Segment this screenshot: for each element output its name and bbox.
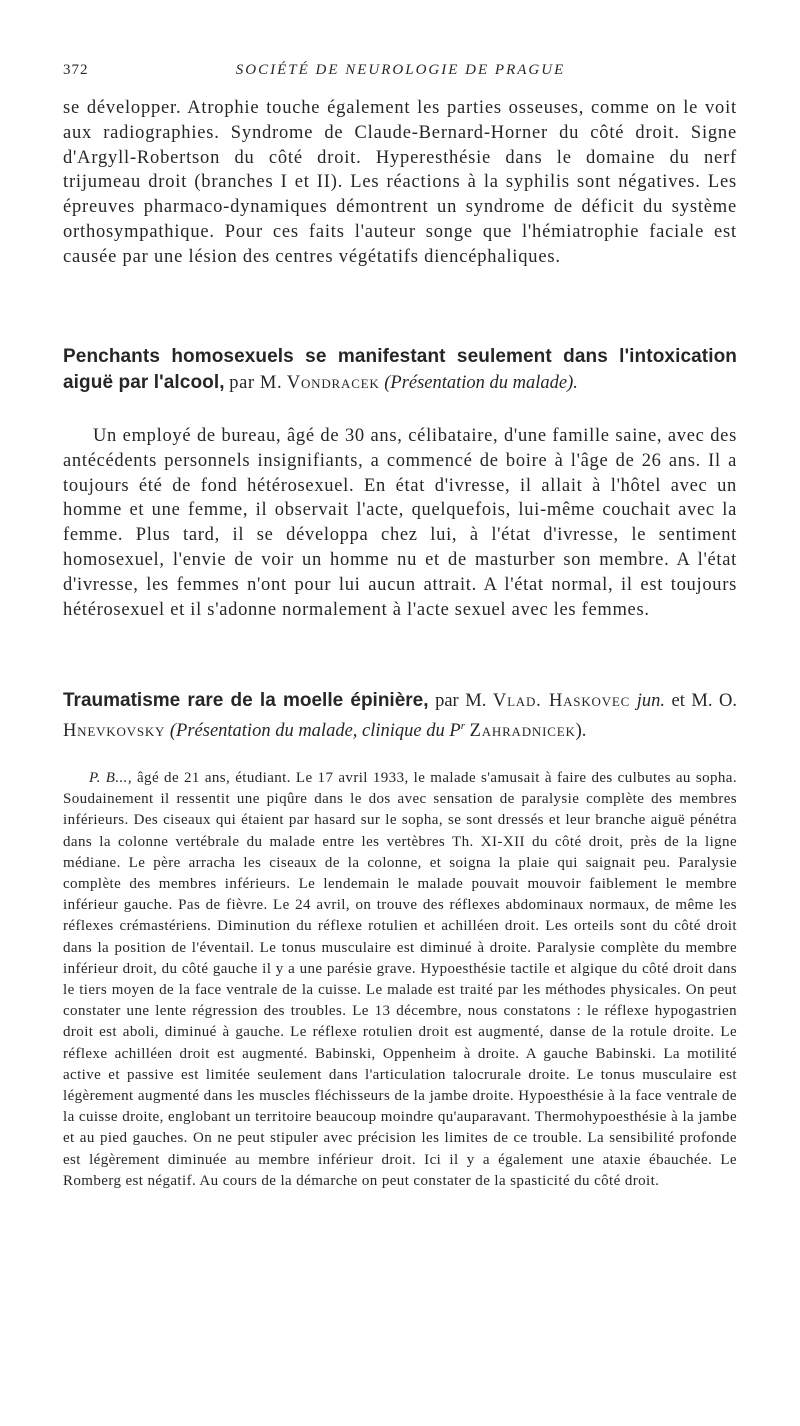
- section-heading: Penchants homosexuels se manifestant seulement dans l'intoxication aiguë par l'alcool, par M. Vondracek (Présentation du malade).: [63, 346, 737, 393]
- author-suffix: jun.: [636, 691, 665, 711]
- page-number: 372: [63, 62, 89, 78]
- author-name: Vondracek: [286, 373, 380, 393]
- running-header: [63, 62, 738, 92]
- author-name: Hnevkovsky: [63, 721, 166, 742]
- section-body: Un employé de bureau, âgé de 30 ans, célibataire, d'une famille saine, avec des antécédents personnels insignifiants, a commencé de boire à l'âge de 26 ans. Il a toujours été de fond hétérosexuel. En état d'ivresse, il allait à l'hôtel avec un homme et une femme, il observait l'acte, quelquefois, lui-même couchait avec la femme. Plus tard, il se développa chez lui, à l'état d'ivresse, le sentiment homosexuel, l'envie de voir un homme nu et de masturber son membre. A l'état d'ivresse, les femmes n'ont pour lui aucun attrait. A l'état normal, il est toujours hétérosexuel et il s'adonne normalement à l'acte sexuel avec les femmes.: [63, 426, 737, 620]
- patient-initial: P. B...,: [89, 770, 132, 786]
- section-heading: Traumatisme rare de la moelle épinière, par M. Vlad. Haskovec jun. et M. O. Hnevkovsky (Présentation du malade, clinique du $P^r$ Zahradnicek).: [63, 690, 738, 742]
- section-title: Penchants homosexuels se manifestant seulement dans l'intoxication aiguë par l'alcool,: [63, 346, 737, 393]
- section-body: P. B..., âgé de 21 ans, étudiant. Le 17 avril 1933, le malade s'amusait à faire des culbutes au sopha. Soudainement il ressentit une piqûre dans le dos avec sensation de paralysie complète des membres inférieurs. Des ciseaux qui étaient par hasard sur le sopha, se sont dressés et leur branche aiguë pénétra dans la colonne vertébrale du malade entre les vertèbres Th. XI-XII du côté droit, près de la ligne médiane. Le père arracha les ciseaux de la colonne, et soigna la plaie qui saignait peu. Paralysie complète des membres inférieurs. Le lendemain le malade pouvait mouvoir faiblement le membre inférieur gauche. Pas de fièvre. Le 24 avril, on trouve des réflexes abdominaux normaux, de même les réflexes crémastériens. Diminution du réflexe rotulien et achilléen droit. Les orteils sont du côté droit dans la position de l'éventail. Le tonus musculaire est diminué à droite. Paralysie complète du membre inférieur droit, du côté gauche il y a une parésie grave. Hypoesthésie tactile et algique du côté droit dans le tiers moyen de la face ventrale de la cuisse. Le malade est traité par les méthodes physicales. On peut constater une lente régression des troubles. Le 13 décembre, nous constatons : le réflexe hypogastrien droit est aboli, diminué à gauche. Le réflexe rotulien droit est augmenté, danse de la rotule droite. Le réflexe achilléen droit est augmenté. Babinski, Oppenheim à droite. A gauche Babinski. La motilité active et passive est limitée seulement dans l'articulation talocrurale droite. Le tonus musculaire est légèrement augmenté dans les muscles fléchisseurs de la jambe droite. Hypoesthésie à la face ventrale de la cuisse droite, englobant un territoire beaucoup moindre qu'auparavant. Thermohypoesthésie à la jambe et au pied gauches. On ne peut stipuler avec précision les limites de ce trouble. La sensibilité profonde est légèrement diminuée au membre inférieur droit. Ici il y a également une ataxie ébauchée. Le Romberg est négatif. Au cours de la démarche on peut constater de la spasticité du côté droit.: [63, 770, 737, 1189]
- continued-paragraph: se développer. Atrophie touche également les parties osseuses, comme on le voit aux radiographies. Syndrome de Claude-Bernard-Horner du côté droit. Signe d'Argyll-Robertson du côté droit. Hyperesthésie dans le domaine du nerf trijumeau droit (branches I et II). Les réactions à la syphilis sont négatives. Les épreuves pharmaco-dynamiques démontrent un syndrome de déficit du système orthosympathique. Pour ces faits l'auteur songe que l'hémiatrophie faciale est causée par une lésion des centres végétatifs diencéphaliques.: [63, 98, 737, 267]
- running-title: SOCIÉTÉ DE NEUROLOGIE DE PRAGUE: [235, 62, 566, 78]
- author-name: Vlad. Haskovec: [492, 691, 631, 711]
- section-note: (Présentation du malade).: [384, 373, 578, 393]
- section-title: Traumatisme rare de la moelle épinière,: [63, 690, 429, 711]
- section-note: (Présentation du malade, clinique du $P^r$ Zahradnicek: [169, 720, 576, 742]
